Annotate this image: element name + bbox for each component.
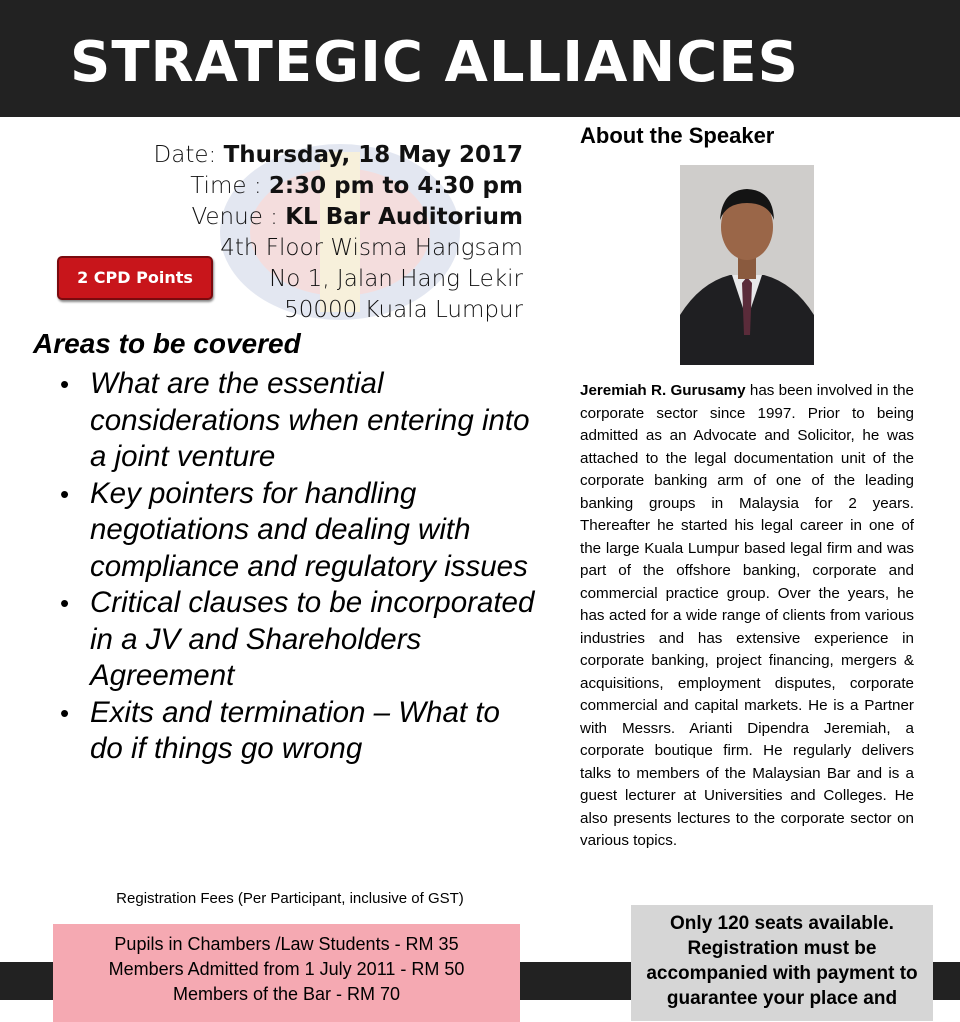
event-venue: Venue : KL Bar Auditorium [191,204,523,230]
seats-notice [631,905,933,1021]
areas-title: Areas to be covered [33,328,301,359]
venue-address-line: 50000 Kuala Lumpur [284,297,523,323]
venue-address-line: No 1, Jalan Hang Lekir [269,266,523,292]
seats-line: guarantee your place and [666,988,898,1009]
speaker-bio-text: has been involved in the corporate sector since 1997. Prior to being admitted as an Advocate and Solicitor, he was attached to the legal documentation unit of the corporate banking arm of one of the leading banking groups in Malaysia for 2 years. Thereafter he started his legal career in one of the large Kuala Lumpur based legal firm and was part of the offshore banking, corporate and commercial practice group. Over the years, he has acted for a wide range of clients from various industries and has extensive experience in corporate banking, project financing, mergers & acquisitions, employment disputes, corporate commercial and capital markets. He is a Partner with Messrs. Arianti Dipendra Jeremiah, a corporate boutique firm. He regularly delivers talks to members of the Malaysian Bar and is a guest lecturer at Universities and Colleges. He also presents lectures to the corporate sector on various topics. [580,382,914,849]
list-item: • What are the essential considerations when entering into a joint venture [60,366,540,476]
header-banner [0,0,960,117]
page-title: STRATEGIC ALLIANCES [70,30,799,95]
speaker-portrait-icon [680,165,814,365]
speaker-name: Jeremiah R. Gurusamy [580,382,746,399]
about-speaker-title: About the Speaker [580,123,775,148]
areas-list [60,366,540,768]
venue-address-line: 4th Floor Wisma Hangsam [220,235,523,261]
cpd-points-badge: 2 CPD Points [57,256,213,300]
speaker-bio [580,380,914,853]
event-time: Time : 2:30 pm to 4:30 pm [190,173,523,199]
event-date: Date: Thursday, 18 May 2017 [153,142,523,168]
speaker-photo [680,165,814,365]
seats-line: accompanied with payment to [646,963,918,984]
list-item: • Key pointers for handling negotiations and dealing with compliance and regulatory issues [60,476,540,586]
seats-line: Registration must be [687,938,877,959]
list-item: • Exits and termination – What to do if things go wrong [60,695,540,768]
fee-line: Members of the Bar - RM 70 [172,984,401,1004]
fee-line: Pupils in Chambers /Law Students - RM 35 [114,934,459,954]
fees-box [53,924,520,1022]
fee-line: Members Admitted from 1 July 2011 - RM 50 [108,959,465,979]
fees-title: Registration Fees (Per Participant, inclusive of GST) [116,890,464,907]
list-item: • Critical clauses to be incorporated in a JV and Shareholders Agreement [60,585,540,695]
seats-line: Only 120 seats available. [670,913,894,934]
